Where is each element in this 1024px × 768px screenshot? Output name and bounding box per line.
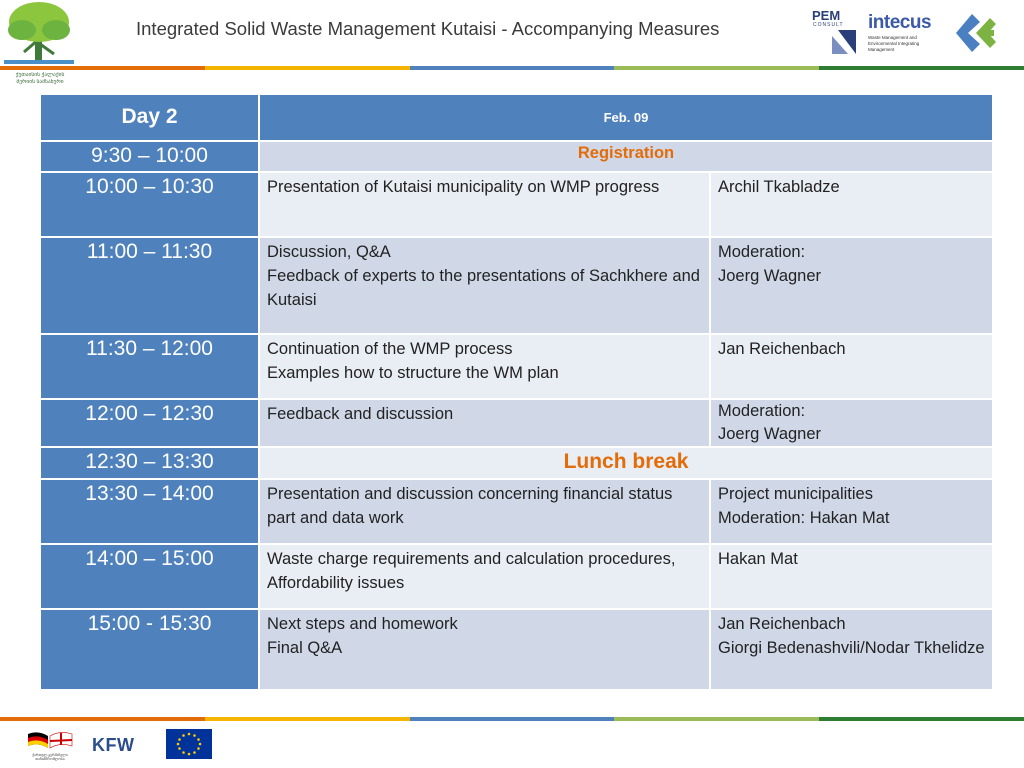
- pem-logo-text: PEM: [812, 8, 841, 23]
- pem-diamond-icon: [808, 8, 860, 58]
- kfw-logo: KFW: [92, 735, 135, 755]
- speaker-cell: [711, 545, 992, 608]
- speaker-line: Jan Reichenbach: [718, 615, 846, 633]
- topic-line: Next steps and homework: [267, 615, 458, 633]
- pem-logo-subtext: CONSULT: [813, 22, 844, 28]
- topic-cell: [260, 480, 709, 543]
- speaker-cell: [711, 400, 992, 446]
- topic-cell: [260, 610, 709, 689]
- intecus-logo: [868, 12, 946, 54]
- speaker-line: Giorgi Bedenashvili/Nodar Tkhelidze: [718, 639, 985, 657]
- speaker-cell: [711, 335, 992, 398]
- topic-line: Presentation of Kutaisi municipality on WMP progress: [267, 178, 660, 196]
- eu-flag-logo: [166, 729, 212, 759]
- topic-cell: [260, 238, 709, 333]
- time-cell: 11:30 – 12:00: [41, 335, 258, 398]
- topic-line: Feedback of experts to the presentations of Sachkhere and Kutaisi: [267, 267, 700, 309]
- topic-line: Continuation of the WMP process: [267, 340, 513, 358]
- speaker-line: Moderation:: [718, 402, 806, 420]
- topic-cell: [260, 335, 709, 398]
- topic-line: Discussion, Q&A: [267, 243, 391, 261]
- pem-consult-logo: [808, 8, 860, 58]
- cooperation-caption: ქართულ-გერმანული თანამშრომლობა: [32, 753, 68, 761]
- day-header: Day 2: [41, 95, 258, 140]
- intecus-logo-subtext: Waste Management and Environmental Integrating Management: [868, 35, 920, 52]
- time-cell: 11:00 – 11:30: [41, 238, 258, 333]
- time-cell: 15:00 - 15:30: [41, 610, 258, 689]
- speaker-line: Joerg Wagner: [718, 425, 822, 443]
- topic-line: Feedback and discussion: [267, 405, 454, 423]
- topic-line: Examples how to structure the WM plan: [267, 364, 559, 382]
- speaker-cell: [711, 238, 992, 333]
- speaker-line: Jan Reichenbach: [718, 340, 846, 358]
- time-cell: 12:00 – 12:30: [41, 400, 258, 446]
- tree-icon: [0, 0, 78, 70]
- header-stripe: [0, 66, 1024, 70]
- page-title: Integrated Solid Waste Management Kutaisi - Accompanying Measures: [136, 18, 720, 39]
- intecus-logo-text: intecus: [868, 12, 932, 33]
- speaker-line: Archil Tkabladze: [718, 178, 840, 196]
- speaker-cell: [711, 610, 992, 689]
- municipality-logo: [0, 0, 78, 92]
- topic-cell: [260, 545, 709, 608]
- logo-caption-line1: ქუთაისის ქალაქის: [15, 72, 65, 78]
- speaker-line: Moderation:: [718, 243, 806, 261]
- speaker-line: Project municipalities: [718, 485, 873, 503]
- speaker-line: Joerg Wagner: [718, 267, 822, 285]
- time-cell: 14:00 – 15:00: [41, 545, 258, 608]
- date-header: Feb. 09: [260, 95, 992, 140]
- topic-line: Final Q&A: [267, 639, 343, 657]
- time-cell: 9:30 – 10:00: [41, 142, 258, 171]
- logo-caption-line2: მერიის სამსახური: [16, 79, 64, 85]
- topic-line: Presentation and discussion concerning financial status part and data work: [267, 485, 673, 527]
- speaker-cell: [711, 480, 992, 543]
- flags-icon: [24, 730, 76, 752]
- giz-g-logo: [950, 10, 1002, 56]
- topic-cell: [260, 400, 709, 446]
- time-cell: 12:30 – 13:30: [41, 448, 258, 478]
- speaker-line: Hakan Mat: [718, 550, 798, 568]
- topic-line: Waste charge requirements and calculation procedures, Affordability issues: [267, 550, 676, 592]
- speaker-cell: [711, 173, 992, 236]
- footer-stripe: [0, 717, 1024, 721]
- registration-cell: Registration: [260, 142, 992, 171]
- lunch-break-cell: Lunch break: [260, 448, 992, 478]
- speaker-line: Moderation: Hakan Mat: [718, 509, 890, 527]
- schedule-table: [41, 95, 992, 689]
- time-cell: 13:30 – 14:00: [41, 480, 258, 543]
- g-emblem-icon: [950, 10, 1002, 56]
- time-cell: 10:00 – 10:30: [41, 173, 258, 236]
- topic-cell: [260, 173, 709, 236]
- eu-stars-icon: [166, 729, 212, 759]
- cooperation-logo: [24, 730, 76, 762]
